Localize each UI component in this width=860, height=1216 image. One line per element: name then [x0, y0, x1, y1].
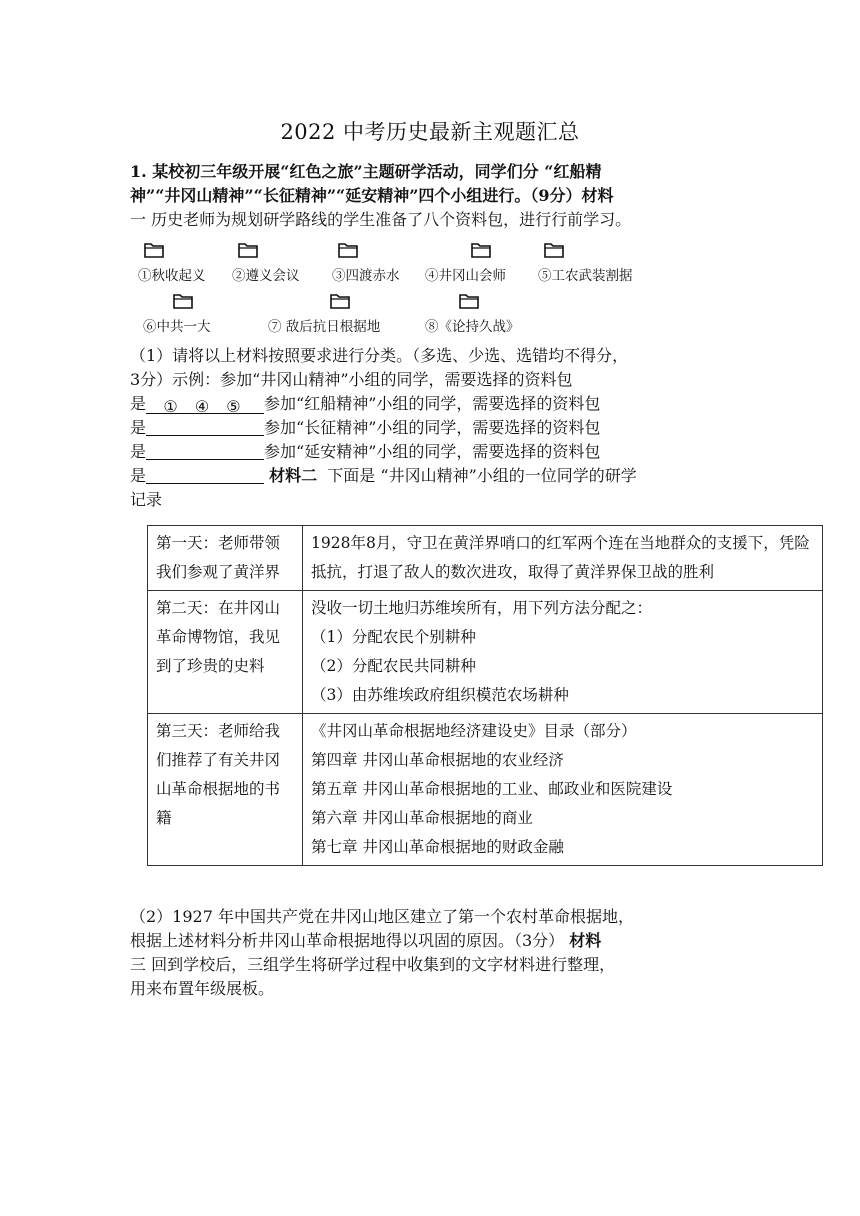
content-line: （3）由苏维埃政府组织模范农场耕种 [311, 686, 569, 704]
package-2 [232, 242, 300, 284]
sub2-line: （2）1927 年中国共产党在井冈山地区建立了第一个农村革命根据地， [130, 907, 634, 926]
package-6 [143, 293, 211, 335]
material-2-label: 材料二 [269, 466, 318, 485]
package-5 [538, 242, 633, 284]
content-line: 《井冈山革命根据地经济建设史》目录（部分） [311, 722, 637, 740]
content-cell [303, 591, 823, 714]
folder-icon [459, 293, 479, 309]
sub1-row-text: 参加“长征精神”小组的同学，需要选择的资料包 [264, 418, 601, 437]
package-label: ⑧《论持久战》 [425, 319, 520, 335]
table-row [148, 526, 823, 591]
folder-icon [338, 242, 358, 258]
content-line: 第四章 井冈山革命根据地的农业经济 [311, 751, 564, 769]
sub2-line-text: 根据上述材料分析井冈山革命根据地得以巩固的原因。（3分） [130, 931, 565, 950]
question-1-line [130, 208, 730, 232]
sub1-line [130, 416, 730, 440]
content-line: （1）分配农民个别耕种 [311, 628, 476, 646]
question-1-line-text: 1. 某校初三年级开展“红色之旅”主题研学活动，同学们分 “红船精 [130, 162, 602, 181]
folder-icon [330, 293, 350, 309]
package-label: ③四渡赤水 [332, 268, 400, 284]
sub1-row-text: 参加“延安精神”小组的同学，需要选择的资料包 [264, 442, 601, 461]
sub1-shi: 是 [130, 442, 147, 461]
sub1-shi: 是 [130, 466, 147, 485]
question-1-line-text: 神”“井冈山精神”“长征精神”“延安精神”四个小组进行。（9分）材料 [130, 186, 614, 205]
sub1-shi: 是 [130, 394, 147, 413]
page-title: 2022 中考历史最新主观题汇总 [280, 120, 580, 144]
content-line: 1928年8月，守卫在黄洋界哨口的红军两个连在当地群众的支援下，凭险抵抗，打退了敌人的数次进攻，取得了黄洋界保卫战的胜利 [311, 534, 810, 581]
question-1-line [130, 184, 730, 208]
research-record-table [147, 525, 823, 866]
package-label: ⑦ 敌后抗日根据地 [268, 319, 381, 335]
package-8 [425, 293, 520, 335]
yanan-answer-blank[interactable] [146, 465, 264, 484]
sub1-line [130, 392, 730, 416]
sub-question-2 [130, 905, 730, 1001]
material-3-label: 材料 [569, 931, 602, 950]
content-line: 第五章 井冈山革命根据地的工业、邮政业和医院建设 [311, 780, 673, 798]
package-label: ⑤工农武装割据 [538, 268, 633, 284]
package-label: ①秋收起义 [138, 268, 206, 284]
folder-icon [238, 242, 258, 258]
material-2-text: 下面是 “井冈山精神”小组的一位同学的研学 [327, 466, 637, 485]
sub1-line [130, 464, 730, 488]
hongchuan-answer-blank[interactable] [146, 417, 264, 436]
sub1-line: 记录 [130, 490, 163, 509]
sub1-shi: 是 [130, 418, 147, 437]
folder-icon [144, 242, 164, 258]
content-cell [303, 714, 823, 866]
changzheng-answer-blank[interactable] [146, 441, 264, 460]
package-4 [425, 242, 506, 284]
package-7 [268, 293, 380, 335]
package-label: ⑥中共一大 [143, 319, 211, 335]
day-cell: 第三天：老师给我们推荐了有关井冈山革命根据地的书籍 [148, 714, 303, 866]
sub1-row-text: 参加“红船精神”小组的同学，需要选择的资料包 [264, 394, 601, 413]
folder-icon [544, 242, 564, 258]
sub1-line: 3分）示例：参加“井冈山精神”小组的同学，需要选择的资料包 [130, 370, 573, 389]
package-label: ②遵义会议 [232, 268, 300, 284]
folder-icon [173, 293, 193, 309]
question-1-line [130, 160, 730, 184]
sub2-line: 三 回到学校后，三组学生将研学过程中收集到的文字材料进行整理， [130, 955, 616, 974]
sub1-line: （1）请将以上材料按照要求进行分类。（多选、少选、选错均不得分， [130, 346, 629, 365]
question-1-line-text: 一 历史老师为规划研学路线的学生准备了八个资料包，进行行前学习。 [130, 210, 632, 229]
question-1-stem [130, 160, 730, 232]
sub2-line: 用来布置年级展板。 [130, 979, 275, 998]
table-row [148, 591, 823, 714]
package-label: ④井冈山会师 [425, 268, 506, 284]
content-line: 没收一切土地归苏维埃所有，用下列方法分配之： [311, 599, 653, 617]
package-3 [332, 242, 400, 284]
content-line: 第七章 井冈山革命根据地的财政金融 [311, 838, 564, 856]
day-cell: 第一天：老师带领我们参观了黄洋界 [148, 526, 303, 591]
sub1-line [130, 440, 730, 464]
content-line: 第六章 井冈山革命根据地的商业 [311, 809, 533, 827]
content-line: （2）分配农民共同耕种 [311, 657, 476, 675]
folder-icon [471, 242, 491, 258]
content-cell [303, 526, 823, 591]
sub2-line [130, 929, 730, 953]
day-cell: 第二天：在井冈山革命博物馆，我见到了珍贵的史料 [148, 591, 303, 714]
sub-question-1 [130, 344, 730, 512]
table-row [148, 714, 823, 866]
example-answer-blank: ① ④ ⑤ [146, 395, 264, 414]
package-1 [138, 242, 206, 284]
